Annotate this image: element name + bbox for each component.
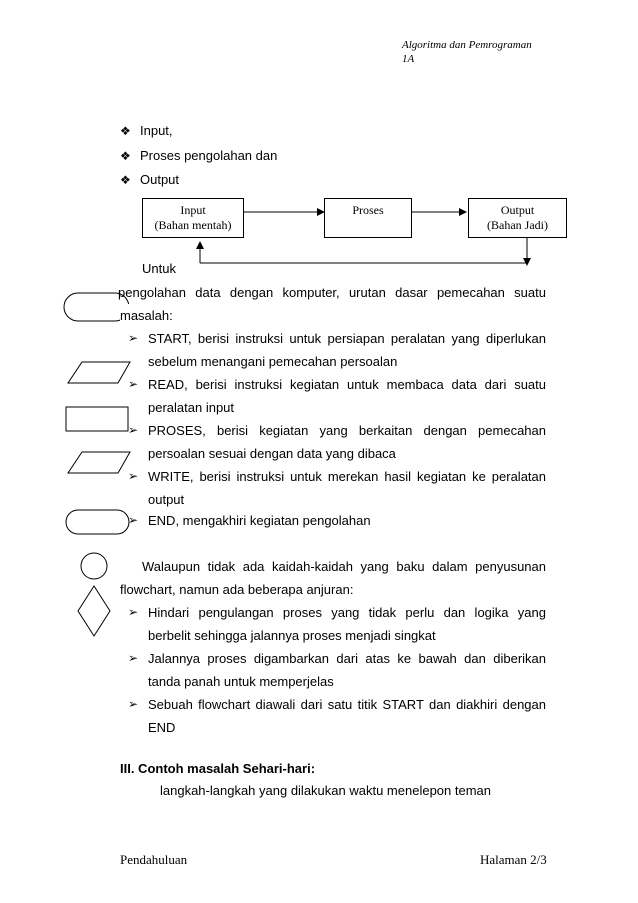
- arrow-bullet-icon: ➢: [128, 469, 139, 483]
- arrow-feedback-down-head: [523, 258, 531, 266]
- diagram-box-input: [142, 198, 244, 238]
- input-parallelogram-shape: [68, 362, 130, 383]
- arrow-bullet-icon: ➢: [128, 651, 139, 665]
- arrow-bullet-icon: ➢: [128, 377, 139, 391]
- arrow-bullet-icon: ➢: [128, 697, 139, 711]
- step-line: sebelum menangani pemecahan persoalan: [148, 354, 398, 369]
- advice-line: Jalannya proses digambarkan dari atas ke bawah dan diberikan: [148, 651, 546, 666]
- arrow-feedback-line: [200, 238, 527, 263]
- step-start: [128, 327, 546, 373]
- intro-line: pengolahan data dengan komputer, urutan dasar pemecahan suatu: [118, 285, 546, 300]
- step-write: [128, 465, 546, 511]
- box-label: Output: [500, 203, 535, 217]
- decision-diamond-shape: [78, 586, 110, 636]
- section-title: III. Contoh masalah Sehari-hari:: [120, 761, 316, 776]
- advice-item: [128, 647, 546, 693]
- process-diagram-arrows: [0, 0, 638, 300]
- footer-page-number: Halaman 2/3: [480, 852, 547, 867]
- connector-circle-shape: [81, 553, 107, 579]
- step-line: END, mengakhiri kegiatan pengolahan: [148, 513, 371, 528]
- intro-line-end: masalah:: [120, 304, 173, 327]
- bullet-text: Output: [140, 172, 180, 187]
- arrow-bullet-icon: ➢: [128, 423, 139, 437]
- advice-intro-line-end: flowchart, namun ada beberapa anjuran:: [120, 582, 354, 597]
- advice-intro-line: Walaupun tidak ada kaidah-kaidah yang baku dalam penyusunan: [142, 559, 546, 574]
- bullet-text: Proses pengolahan dan: [140, 148, 278, 163]
- section-item-text: langkah-langkah yang dilakukan waktu menelepon teman: [160, 783, 491, 798]
- step-line: WRITE, berisi instruksi untuk merekan hasil kegiatan ke peralatan: [148, 469, 546, 484]
- advice-line: berbelit sehingga jalannya proses menjadi singkat: [148, 628, 436, 643]
- arrow-bullet-icon: ➢: [128, 605, 139, 619]
- step-proses: [128, 419, 546, 465]
- step-line: PROSES, berisi kegiatan yang berkaitan dengan pemecahan: [148, 423, 546, 438]
- diagram-box-output: [468, 198, 567, 238]
- box-label: Input: [180, 203, 206, 217]
- header-subtitle: 1A: [402, 53, 415, 65]
- step-line: output: [148, 492, 185, 507]
- intro-word: Untuk: [142, 261, 176, 276]
- advice-intro: [142, 555, 546, 578]
- arrow-bullet-icon: ➢: [128, 331, 139, 345]
- step-line: peralatan input: [148, 400, 235, 415]
- footer-left: Pendahuluan: [120, 852, 188, 867]
- advice-item: [128, 693, 546, 739]
- bullet-text: Input,: [140, 123, 173, 138]
- step-line: START, berisi instruksi untuk persiapan peralatan yang diperlukan: [148, 331, 546, 346]
- diamond-bullet-icon: ❖: [120, 173, 131, 187]
- step-read: [128, 373, 546, 419]
- diamond-bullet-icon: ❖: [120, 149, 131, 163]
- advice-line: END: [148, 720, 176, 735]
- advice-line: Sebuah flowchart diawali dari satu titik START dan diakhiri dengan: [148, 697, 546, 712]
- arrow-bullet-icon: ➢: [128, 513, 139, 527]
- terminator-end-shape: [66, 510, 129, 534]
- header-title: Algoritma dan Pemrograman: [402, 39, 532, 51]
- diamond-bullet-icon: ❖: [120, 124, 131, 138]
- output-parallelogram-shape: [68, 452, 130, 473]
- section-item: [140, 783, 491, 798]
- step-end: [128, 509, 546, 532]
- process-rectangle-shape: [66, 407, 128, 431]
- box-label: Proses: [352, 203, 384, 217]
- advice-line: tanda panah untuk memperjelas: [148, 674, 334, 689]
- step-line: READ, berisi instruksi kegiatan untuk membaca data dari suatu: [148, 377, 546, 392]
- step-line: persoalan sesuai dengan data yang dibaca: [148, 446, 396, 461]
- intro-paragraph: [118, 281, 546, 304]
- advice-item: [128, 601, 546, 647]
- box-sublabel: (Bahan mentah): [154, 218, 232, 232]
- box-sublabel: (Bahan Jadi): [487, 218, 548, 232]
- diagram-box-proses: [324, 198, 412, 238]
- advice-line: Hindari pengulangan proses yang tidak perlu dan logika yang: [148, 605, 546, 620]
